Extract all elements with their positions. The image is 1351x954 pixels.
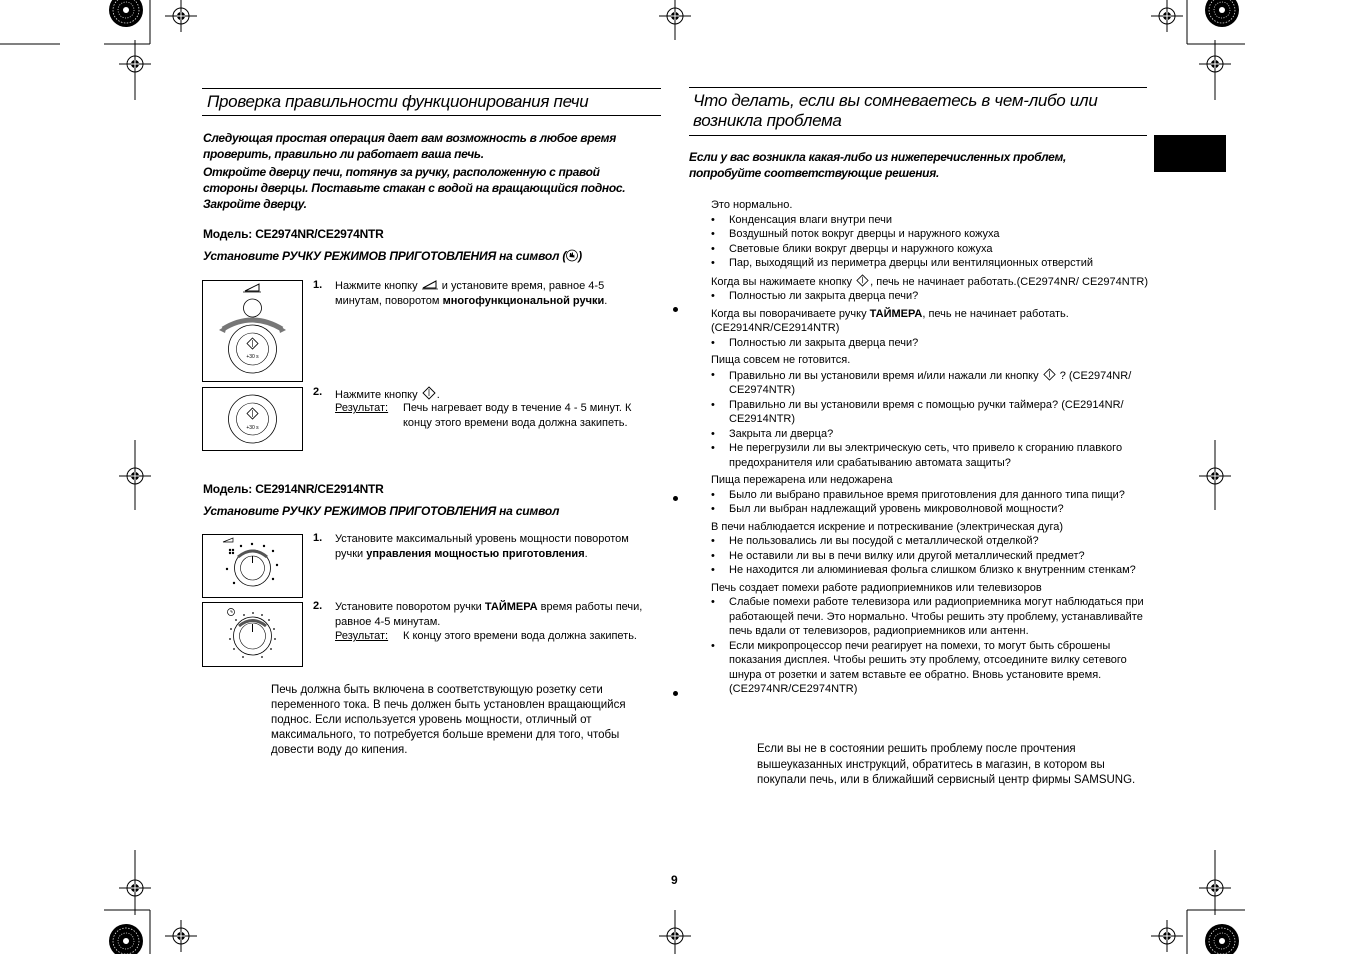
problem-item-a: Правильно ли вы установили время и/или нажали ли кнопку (729, 369, 1039, 382)
problem-item-b: ? (CE2974NR/ CE2974NTR) (729, 369, 1132, 396)
set-dial-instruction-1 (203, 249, 582, 263)
start-diamond-icon (855, 274, 870, 287)
left-page-title: Проверка правильности функционирования печи (207, 92, 589, 111)
problem-start-button (711, 274, 1151, 290)
timer-knob-label: ТАЙМЕРА (484, 601, 538, 613)
model2-step-1-number: 1. (313, 532, 323, 544)
problem-timer-knob (711, 307, 1151, 336)
centre-dot-1 (673, 307, 678, 312)
problem-item: • Полностью ли закрыта дверца печи? (711, 289, 1151, 304)
model2-step-1-text-end: . (584, 547, 588, 560)
step-2-result: Печь нагревает воду в течение 4 - 5 минут. К концу этого времени вода должна закипеть. (403, 402, 632, 429)
model2-step-2-text (335, 600, 665, 629)
step-2-number: 2. (313, 386, 323, 398)
figure-timer-dial (202, 602, 303, 667)
problem-item: • Не перегрузили ли вы электрическую сеть, что привело к сгоранию плавкого предохранителя или срабатыванию автомата защиты? (711, 441, 1151, 470)
centre-dot-3 (673, 691, 678, 696)
set-dial-instruction-2: Установите РУЧКУ РЕЖИМОВ ПРИГОТОВЛЕНИЯ на символ (203, 504, 560, 518)
section-tab-marker (1154, 135, 1226, 172)
timer-dial-illustration (203, 603, 302, 666)
problem-timer-knob-a: Когда вы поворачиваете ручку (711, 307, 867, 320)
model2-step-2-text-a: Установите поворотом ручки (335, 601, 482, 613)
timer-ramp-icon (421, 279, 439, 290)
figure-control-panel-2 (202, 387, 303, 451)
service-contact-note: Если вы не в состоянии решить проблему после прочтения вышеуказанных инструкций, обратитесь в магазин, в котором вы покупали печь, или в ближайший сервисный центр фирмы SAMSUNG. (757, 743, 1136, 786)
page-number: 9 (671, 873, 678, 887)
normal-item: • Воздушный поток вокруг дверцы и наружного кожуха (711, 227, 1151, 242)
problem-item: • Правильно ли вы установили время с помощью ручки таймера? (CE2914NR/ CE2914NTR) (711, 398, 1151, 427)
model2-step-2-result: К концу этого времени вода должна закипеть. (403, 630, 637, 642)
problem-item: • Был ли выбран надлежащий уровень микроволновой мощности? (711, 502, 1151, 517)
figure-power-dial (202, 534, 303, 598)
right-title-bottom-rule (689, 135, 1147, 136)
hand-symbol-icon (566, 249, 578, 262)
step-2-text-end: . (436, 389, 440, 401)
right-intro: Если у вас возникла какая-либо из нижеперечисленных проблем, попробуйте соответствующие решения. (689, 150, 1067, 180)
step-1-number: 1. (313, 279, 323, 291)
power-dial-illustration (203, 535, 302, 597)
model2-step-2-text-b: время работы печи, равное 4-5 минутам. (335, 601, 643, 628)
multifunction-knob-label: многофункциональной ручки (442, 294, 605, 307)
problem-interference: Печь создает помехи работе радиоприемников или телевизоров (711, 581, 1042, 594)
model-heading-ce2914: Модель: CE2914NR/CE2914NTR (203, 482, 384, 496)
step-1-text-a: Нажмите кнопку (335, 280, 418, 292)
figure-control-panel-1 (202, 280, 303, 382)
problem-item: • Не пользовались ли вы посудой с металлической отделкой? (711, 534, 1151, 549)
left-title-bottom-rule (202, 115, 661, 116)
power-control-knob-label: управления мощностью приготовления (366, 547, 585, 560)
problem-item: • Не оставили ли вы в печи вилку или другой металлический предмет? (711, 549, 1151, 564)
problem-item: • Не находится ли алюминиевая фольга слишком близко к внутренним стенкам? (711, 563, 1151, 578)
problem-item: • Было ли выбрано правильное время приготовления для данного типа пищи? (711, 488, 1151, 503)
troubleshooting-list (711, 198, 1151, 697)
problem-timer-knob-b: , печь не начинает работать. (CE2914NR/CE2914NTR) (711, 307, 1069, 334)
normal-item: • Конденсация влаги внутри печи (711, 213, 1151, 228)
normal-item: • Световые блики вокруг дверцы и наружного кожуха (711, 242, 1151, 257)
right-title-top-rule (689, 87, 1147, 88)
model2-step-1-text (335, 532, 655, 561)
left-intro-1: Следующая простая операция дает вам возможность в любое время проверить, правильно ли работает ваша печь. (203, 131, 616, 161)
right-page-title: Что делать, если вы сомневаетесь в чем-либо или возникла проблема (693, 91, 1098, 130)
left-intro-2: Откройте дверцу печи, потянув за ручку, расположенную с правой стороны дверцы. Поставьте стакан с водой на вращающийся поднос. Закройте дверцу. (203, 165, 626, 211)
power-button-label: +30 s (246, 354, 259, 360)
control-panel-illustration (203, 281, 302, 381)
problem-item: • Полностью ли закрыта дверца печи? (711, 336, 1151, 351)
start-button-illustration (203, 388, 302, 450)
normal-heading: Это нормально. (711, 199, 793, 211)
timer-knob-label: ТАЙМЕРА (869, 307, 923, 320)
left-title-top-rule (202, 88, 661, 89)
problem-item: • Если микропроцессор печи реагирует на помехи, то могут быть сброшены показания дисплея. Чтобы решить эту проблему, отсоедините вилку сетевого шнура от розетки и затем вставьте ее обратно. Вновь установите время.(CE2974NR/CE2974NTR) (711, 639, 1151, 697)
step-1-text (335, 279, 635, 308)
start-diamond-icon (421, 386, 437, 400)
problem-not-cooking: Пища совсем не готовится. (711, 354, 851, 366)
centre-dot-2 (673, 496, 678, 501)
result-label-2: Результат: (335, 630, 389, 642)
problem-over-under-cooked: Пища пережарена или недожарена (711, 474, 893, 486)
power-button-label-2: +30 s (246, 425, 259, 431)
set-dial-text-end: ) (578, 249, 582, 263)
problem-item: • Слабые помехи работе телевизора или радиоприемника могут наблюдаться при работающей печи. Это нормально. Чтобы решить эту проблему, устанавливайте печь вдали от телевизоров, радиоприемников или антенн. (711, 595, 1151, 639)
normal-item: • Пар, выходящий из периметра дверцы или вентиляционных отверстий (711, 256, 1151, 271)
set-dial-text: Установите РУЧКУ РЕЖИМОВ ПРИГОТОВЛЕНИЯ на символ ( (203, 249, 567, 263)
problem-start-button-b: , печь не начинает работать.(CE2974NR/ CE2974NTR) (870, 275, 1149, 288)
model2-step-1-text-a: Установите максимальный уровень мощности поворотом ручки (335, 533, 629, 560)
step-1-text-end: . (604, 294, 608, 307)
step-1-text-b: и установите время, равное 4-5 минутам, поворотом (335, 280, 605, 307)
step-2-text-a: Нажмите кнопку (335, 389, 418, 401)
result-label-1: Результат: (335, 402, 389, 414)
problem-arcing: В печи наблюдается искрение и потрескивание (электрическая дуга) (711, 520, 1064, 533)
start-diamond-icon (1042, 368, 1057, 381)
problem-start-button-a: Когда вы нажимаете кнопку (711, 275, 853, 288)
power-note: Печь должна быть включена в соответствующую розетку сети переменного тока. В печь должен быть установлен вращающийся поднос. Если используется уровень мощности, отличный от максимального, то потребуется больше времени для того, чтобы довести воду до кипения. (271, 684, 626, 756)
model2-step-2-number: 2. (313, 600, 323, 612)
problem-item (711, 368, 1151, 398)
problem-item: • Закрыта ли дверца? (711, 427, 1151, 442)
model-heading-ce2974: Модель: CE2974NR/CE2974NTR (203, 227, 384, 241)
